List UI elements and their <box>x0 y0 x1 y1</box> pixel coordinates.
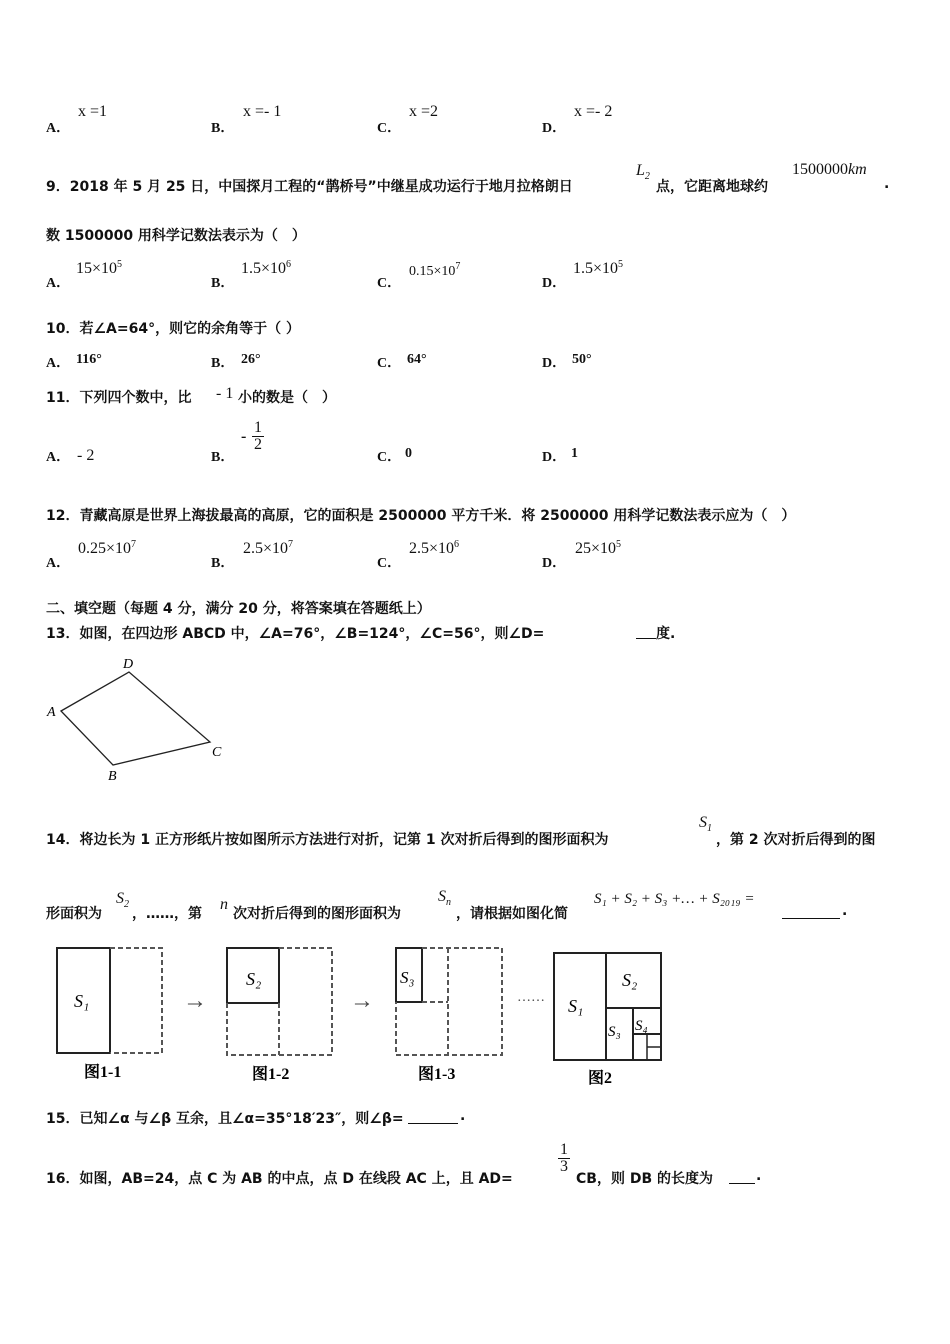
q11-option-c-value: 0 <box>405 446 412 461</box>
q12-option-b-label: B． <box>211 556 235 571</box>
q9-option-b-value: $1.5\times 10^6$ <box>241 259 292 277</box>
q8-option-d-value: x =- 2 <box>574 103 613 120</box>
q14-s1-symbol: $S_1$ <box>699 814 712 835</box>
q14-line2-part1: 形面积为 <box>46 906 102 922</box>
q12-option-b-value: $2.5\times 10^7$ <box>243 539 294 557</box>
q14-figure-2 <box>548 950 668 1090</box>
q14-s2-symbol: $S_2$ <box>116 890 129 911</box>
q13-end: 度. <box>656 626 676 642</box>
q11-option-d-value: 1 <box>571 446 578 461</box>
q15-stem: 15．已知∠α 与∠β 互余，且∠α=35°18′23″，则∠β= <box>46 1111 404 1127</box>
q11-stem-part1: 11．下列四个数中，比 <box>46 390 192 406</box>
q9-option-c-label: C． <box>377 276 402 291</box>
q14-line2-part3: 次对折后得到的图形面积为 <box>233 906 401 922</box>
q9-option-b-label: B． <box>211 276 235 291</box>
q12-option-d-label: D． <box>542 556 567 571</box>
q8-option-c-label: C． <box>377 121 402 136</box>
q11-option-d-label: D． <box>542 450 567 465</box>
q11-option-c-label: C． <box>377 450 402 465</box>
q16-part2: CB，则 DB 的长度为 <box>576 1171 713 1187</box>
q11-option-b-fraction: $\frac{1}{2}$ <box>254 419 262 453</box>
q9-stem-line2: 数 1500000 用科学记数法表示为（ ） <box>46 228 306 244</box>
q14-figure-1-2 <box>220 945 340 1085</box>
q8-option-d-label: D． <box>542 121 567 136</box>
q11-stem-num: - 1 <box>216 385 234 402</box>
q16-part1: 16．如图，AB=24，点 C 为 AB 的中点，点 D 在线段 AC 上，且 AD= <box>46 1171 513 1187</box>
q11-option-a-value: - 2 <box>77 447 95 464</box>
q9-stem-part1: 9．2018 年 5 月 25 日，中国探月工程的“鹊桥号”中继星成功运行于地月拉格朗日 <box>46 179 573 195</box>
q11-option-b-sign: - <box>241 428 247 445</box>
q16-end: . <box>756 1168 762 1184</box>
q9-l2-symbol: $L_2$ <box>636 162 650 183</box>
section-2-heading: 二、填空题（每题 4 分，满分 20 分，将答案填在答题纸上） <box>46 601 431 617</box>
q10-option-a-value: 116° <box>76 352 102 367</box>
q9-option-a-value: $15\times 10^5$ <box>76 259 123 277</box>
q8-option-a-value: x =1 <box>78 103 108 120</box>
q9-option-a-label: A． <box>46 276 71 291</box>
q14-n-symbol: n <box>220 896 228 913</box>
q9-stem-part2: 点，它距离地球约 <box>656 179 768 195</box>
q10-option-c-label: C． <box>377 356 402 371</box>
q8-option-c-value: x =2 <box>409 103 439 120</box>
q14-line2-part2: ，……，第 <box>132 906 202 922</box>
fig12-caption: 图1-2 <box>252 1066 290 1083</box>
q12-option-c-value: $2.5\times 10^6$ <box>409 539 460 557</box>
q8-option-b-value: x =- 1 <box>243 103 282 120</box>
vertex-a-label: A <box>47 705 56 720</box>
vertex-c-label: C <box>212 745 222 760</box>
q14-answer-blank <box>782 918 840 919</box>
fig11-caption: 图1-1 <box>84 1064 122 1081</box>
ellipsis: …… <box>517 990 545 1005</box>
q14-sn-symbol: $S_n$ <box>438 888 451 909</box>
fig13-s3-label: S₃ <box>400 968 415 987</box>
vertex-d-label: D <box>123 657 134 672</box>
q11-option-a-label: A． <box>46 450 71 465</box>
q12-option-a-label: A． <box>46 556 71 571</box>
arrow-icon: → <box>350 988 374 1014</box>
fig2-s3-label: S₃ <box>608 1024 621 1040</box>
q14-figure-1-3 <box>390 945 510 1085</box>
q14-line2-part4: ，请根据如图化简 <box>456 906 568 922</box>
q8-option-b-label: B． <box>211 121 235 136</box>
q13-quadrilateral-figure <box>40 652 240 787</box>
q14-line1-part2: ，第 2 次对折后得到的图 <box>716 832 876 848</box>
q14-end: . <box>842 903 848 919</box>
q9-option-d-label: D． <box>542 276 567 291</box>
q15-end: . <box>460 1108 466 1124</box>
q8-option-a-label: A． <box>46 121 71 136</box>
q11-stem-part2: 小的数是（ ） <box>238 390 336 406</box>
vertex-b-label: B <box>108 769 117 784</box>
arrow-icon: → <box>183 988 207 1014</box>
q10-option-a-label: A． <box>46 356 71 371</box>
fig11-dashed-half <box>110 948 162 1053</box>
fig2-s2-label: S₂ <box>622 970 638 990</box>
q12-option-d-value: $25\times 10^5$ <box>575 539 622 557</box>
q9-period: . <box>884 176 890 192</box>
q16-fraction: $\frac{1}{3}$ <box>560 1141 568 1175</box>
fig2-caption: 图2 <box>588 1070 613 1087</box>
q10-option-b-value: 26° <box>241 352 261 367</box>
q15-answer-blank <box>408 1123 458 1124</box>
q14-line1-part1: 14．将边长为 1 正方形纸片按如图所示方法进行对折，记第 1 次对折后得到的图形面积为 <box>46 832 609 848</box>
q12-stem: 12．青藏高原是世界上海拔最高的高原，它的面积是 2500000 平方千米．将 2500000 用科学记数法表示应为（ ） <box>46 508 796 524</box>
q11-option-b-label: B． <box>211 450 235 465</box>
q10-option-d-value: 50° <box>572 352 592 367</box>
fig13-caption: 图1-3 <box>418 1066 456 1083</box>
q10-option-c-value: 64° <box>407 352 427 367</box>
q9-option-d-value: $1.5\times 10^5$ <box>573 259 624 277</box>
fig2-s1-label: S₁ <box>568 996 584 1016</box>
fig12-s2-label: S₂ <box>246 969 262 989</box>
quadrilateral-abcd <box>61 672 210 765</box>
q12-option-c-label: C． <box>377 556 402 571</box>
fig11-s1-label: S₁ <box>74 991 90 1011</box>
q9-distance: 1500000km <box>792 161 867 178</box>
q14-figure-1-1 <box>50 945 170 1085</box>
q14-sum-expression: S₁ + S₂ + S₃ +… + S₂₀₁₉ = <box>594 891 755 907</box>
fig2-s4-label: S₄ <box>635 1018 648 1034</box>
q13-stem: 13．如图，在四边形 ABCD 中，∠A=76°，∠B=124°，∠C=56°，则∠D= <box>46 626 545 642</box>
q12-option-a-value: $0.25\times 10^7$ <box>78 539 137 557</box>
q13-answer-blank <box>636 638 656 639</box>
q16-answer-blank <box>729 1183 755 1184</box>
q9-option-c-value: $0.15\times 10^7$ <box>409 261 461 279</box>
q10-stem: 10．若∠A=64°，则它的余角等于（ ） <box>46 321 300 337</box>
q10-option-b-label: B． <box>211 356 235 371</box>
q10-option-d-label: D． <box>542 356 567 371</box>
